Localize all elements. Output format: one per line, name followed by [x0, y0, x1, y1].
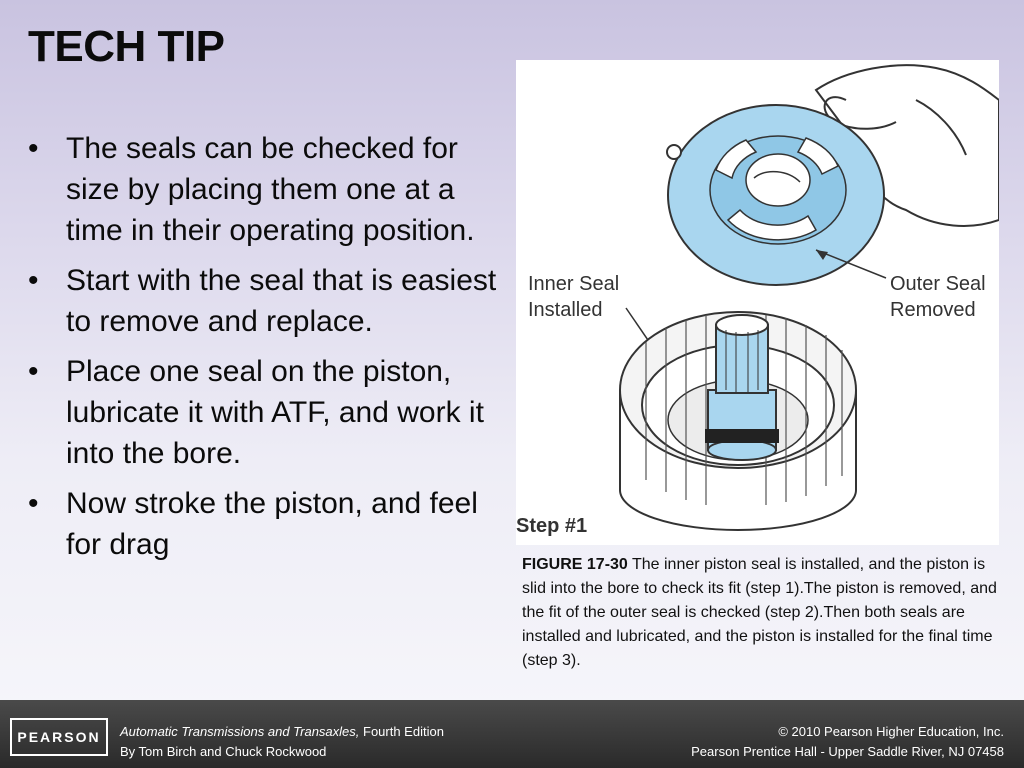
bullet-text: Place one seal on the piston, lubricate it with ATF, and work it into the bore. — [66, 355, 484, 470]
inner-seal-label-line2: Installed — [528, 299, 603, 321]
outer-seal-label-line2: Removed — [890, 299, 976, 321]
inner-seal-label-line1: Inner Seal — [528, 273, 620, 295]
caption-text: The inner piston seal is installed, and the piston is slid into the bore to check its fit (step 1).The piston is removed, and the fit of the outer seal is checked (step 2).Then both seals are installed and lubricated, and the piston is installed for the final time (step 3). — [522, 556, 997, 669]
copyright-line: © 2010 Pearson Higher Education, Inc. — [778, 724, 1004, 739]
bullet-list — [28, 128, 498, 574]
slide-title: TECH TIP — [28, 22, 225, 71]
bullet-text: Now stroke the piston, and feel for drag — [66, 487, 478, 561]
piston-seal-diagram — [516, 60, 999, 545]
bullet-item — [28, 260, 498, 342]
bullet-item — [28, 483, 498, 565]
footer-bar — [0, 700, 1024, 768]
figure-caption — [522, 553, 1012, 673]
bullet-text: The seals can be checked for size by placing them one at a time in their operating position. — [66, 132, 475, 247]
book-authors: By Tom Birch and Chuck Rockwood — [120, 744, 327, 759]
bullet-dot: • — [28, 264, 39, 297]
bullet-item — [28, 351, 498, 474]
bullet-dot: • — [28, 487, 39, 520]
outer-seal-label-line1: Outer Seal — [890, 273, 986, 295]
bullet-item — [28, 128, 498, 251]
piston-disk — [667, 105, 884, 285]
figure-illustration — [516, 60, 999, 545]
inner-seal-ring — [706, 430, 778, 442]
bullet-dot: • — [28, 132, 39, 165]
book-edition: Fourth Edition — [359, 724, 444, 739]
step-label: Step #1 — [516, 515, 588, 537]
bullet-text: Start with the seal that is easiest to remove and replace. — [66, 264, 497, 338]
bullet-dot: • — [28, 355, 39, 388]
center-hub — [706, 315, 778, 460]
footer-book-info — [120, 722, 444, 762]
figure-number: FIGURE 17-30 — [522, 556, 628, 573]
footer-copyright — [691, 722, 1004, 762]
pearson-logo: PEARSON — [10, 718, 108, 756]
book-title: Automatic Transmissions and Transaxles, — [120, 724, 360, 739]
publisher-line: Pearson Prentice Hall - Upper Saddle River, NJ 07458 — [691, 744, 1004, 759]
